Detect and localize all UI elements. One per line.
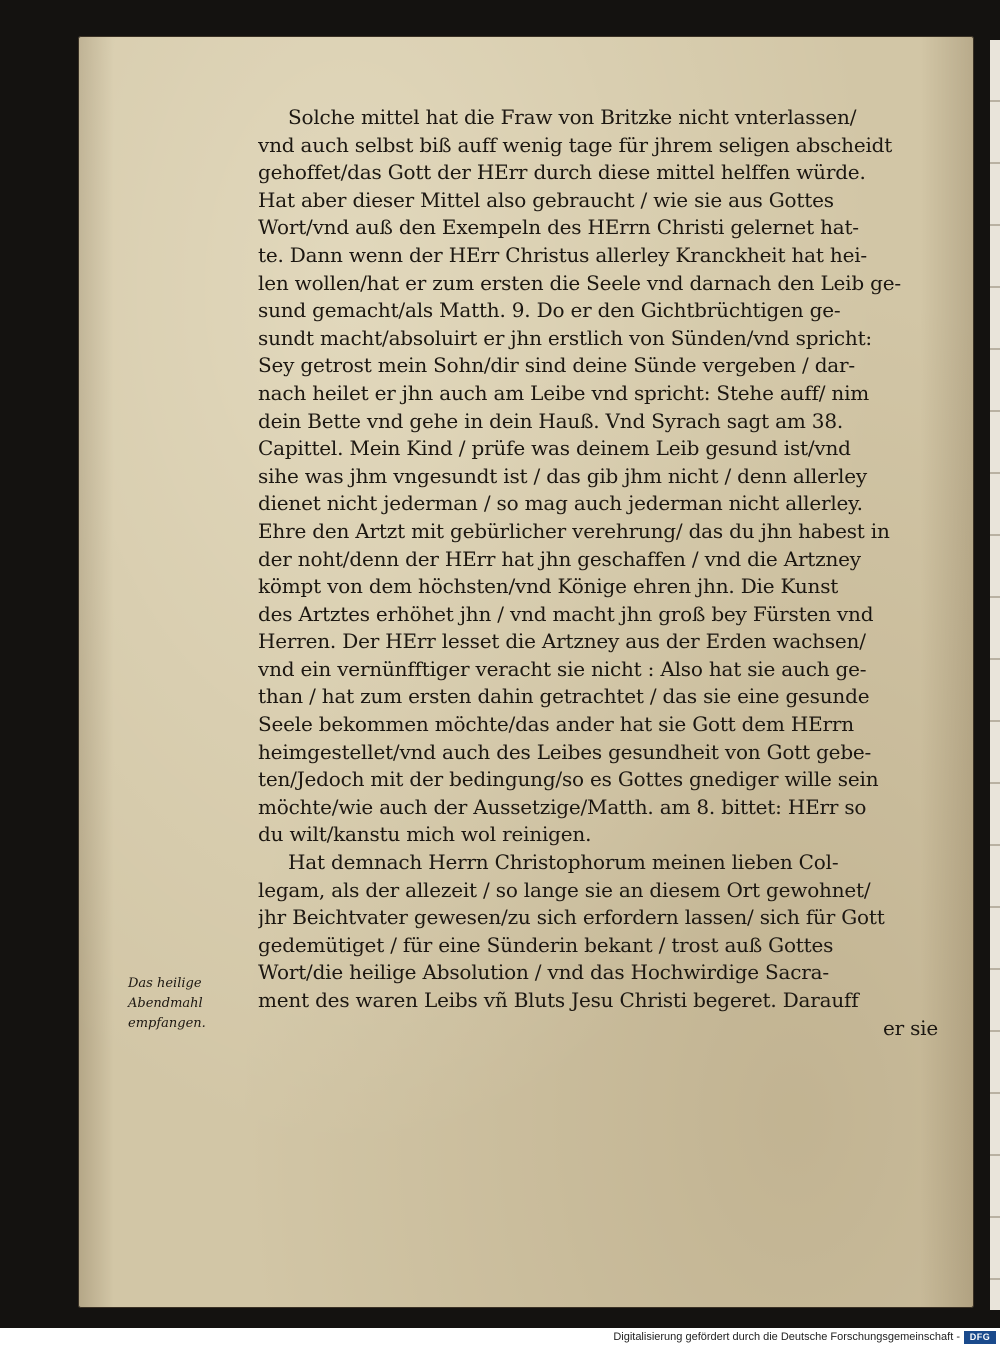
- text-line: te. Dann wenn der HErr Christus allerley Kranckheit hat hei-: [258, 242, 867, 267]
- text-line: sihe was jhm vngesundt ist / das gib jhm nicht / denn allerley: [258, 463, 867, 488]
- text-line: than / hat zum ersten dahin getrachtet / das sie eine gesunde: [258, 684, 870, 709]
- marginal-note: [128, 974, 258, 1034]
- text-line: Wort/die heilige Absolution / vnd das Hochwirdige Sacra-: [258, 960, 829, 985]
- text-line: Sey getrost mein Sohn/dir sind deine Sünde vergeben / dar-: [258, 353, 855, 378]
- dfg-logo: DFG: [964, 1331, 996, 1344]
- text-line: nach heilet er jhn auch am Leibe vnd spricht: Stehe auff/ nim: [258, 380, 870, 405]
- text-line: sund gemacht/als Matth. 9. Do er den Gichtbrüchtigen ge-: [258, 298, 841, 323]
- text-line: der noht/denn der HErr hat jhn geschaffen / vnd die Artzney: [258, 546, 861, 571]
- text-line: ment des waren Leibs vñ Bluts Jesu Christi begeret. Darauff: [258, 988, 859, 1012]
- text-line: jhr Beichtvater gewesen/zu sich erfordern lassen/ sich für Gott: [258, 905, 885, 930]
- text-line: vnd auch selbst biß auff wenig tage für jhrem seligen abscheidt: [258, 132, 893, 157]
- text-line: legam, als der allezeit / so lange sie an diesem Ort gewohnet/: [258, 877, 871, 902]
- text-line: Wort/vnd auß den Exempeln des HErrn Christi gelernet hat-: [258, 215, 859, 240]
- text-line: heimgestellet/vnd auch des Leibes gesundheit von Gott gebe-: [258, 739, 872, 764]
- text-line: möchte/wie auch der Aussetzige/Matth. am 8. bittet: HErr so: [258, 794, 867, 819]
- catchword: er sie: [882, 1015, 938, 1040]
- main-text-block: [258, 104, 938, 1042]
- text-line: dienet nicht jederman / so mag auch jederman nicht allerley.: [258, 491, 863, 516]
- text-line: vnd ein vernünfftiger veracht sie nicht : Also hat sie auch ge-: [258, 656, 867, 681]
- text-line: Herren. Der HErr lesset die Artzney aus der Erden wachsen/: [258, 629, 866, 654]
- text-line: Solche mittel hat die Fraw von Britzke nicht vnterlassen/: [288, 105, 857, 129]
- color-scale-strip: [990, 40, 1000, 1310]
- text-line: ten/Jedoch mit der bedingung/so es Gottes gnediger wille sein: [258, 767, 879, 792]
- text-line: des Artztes erhöhet jhn / vnd macht jhn groß bey Fürsten vnd: [258, 601, 874, 626]
- footer-bar: [0, 1328, 1000, 1348]
- marginal-note-line: Das heilige: [128, 976, 202, 991]
- footer-credit: Digitalisierung gefördert durch die Deutsche Forschungsgemeinschaft -: [613, 1331, 960, 1343]
- text-line: len wollen/hat er zum ersten die Seele vnd darnach den Leib ge-: [258, 270, 901, 295]
- text-line: gedemütiget / für eine Sünderin bekant / trost auß Gottes: [258, 932, 834, 957]
- marginal-note-line: Abendmahl: [128, 996, 203, 1011]
- text-line: Hat aber dieser Mittel also gebraucht / wie sie aus Gottes: [258, 187, 834, 212]
- text-line: Capittel. Mein Kind / prüfe was deinem Leib gesund ist/vnd: [258, 436, 851, 461]
- text-line: sundt macht/absoluirt er jhn erstlich von Sünden/vnd spricht:: [258, 325, 872, 350]
- marginal-note-line: empfangen.: [128, 1016, 206, 1031]
- text-line: gehoffet/das Gott der HErr durch diese mittel helffen würde.: [258, 160, 866, 185]
- text-line: dein Bette vnd gehe in dein Hauß. Vnd Syrach sagt am 38.: [258, 408, 844, 433]
- text-line: Ehre den Artzt mit gebürlicher verehrung/ das du jhn habest in: [258, 518, 890, 543]
- text-line: Seele bekommen möchte/das ander hat sie Gott dem HErrn: [258, 712, 854, 737]
- text-line: kömpt von dem höchsten/vnd Könige ehren jhn. Die Kunst: [258, 574, 839, 599]
- text-line: Hat demnach Herrn Christophorum meinen lieben Col-: [288, 850, 839, 875]
- text-line: du wilt/kanstu mich wol reinigen.: [258, 822, 592, 847]
